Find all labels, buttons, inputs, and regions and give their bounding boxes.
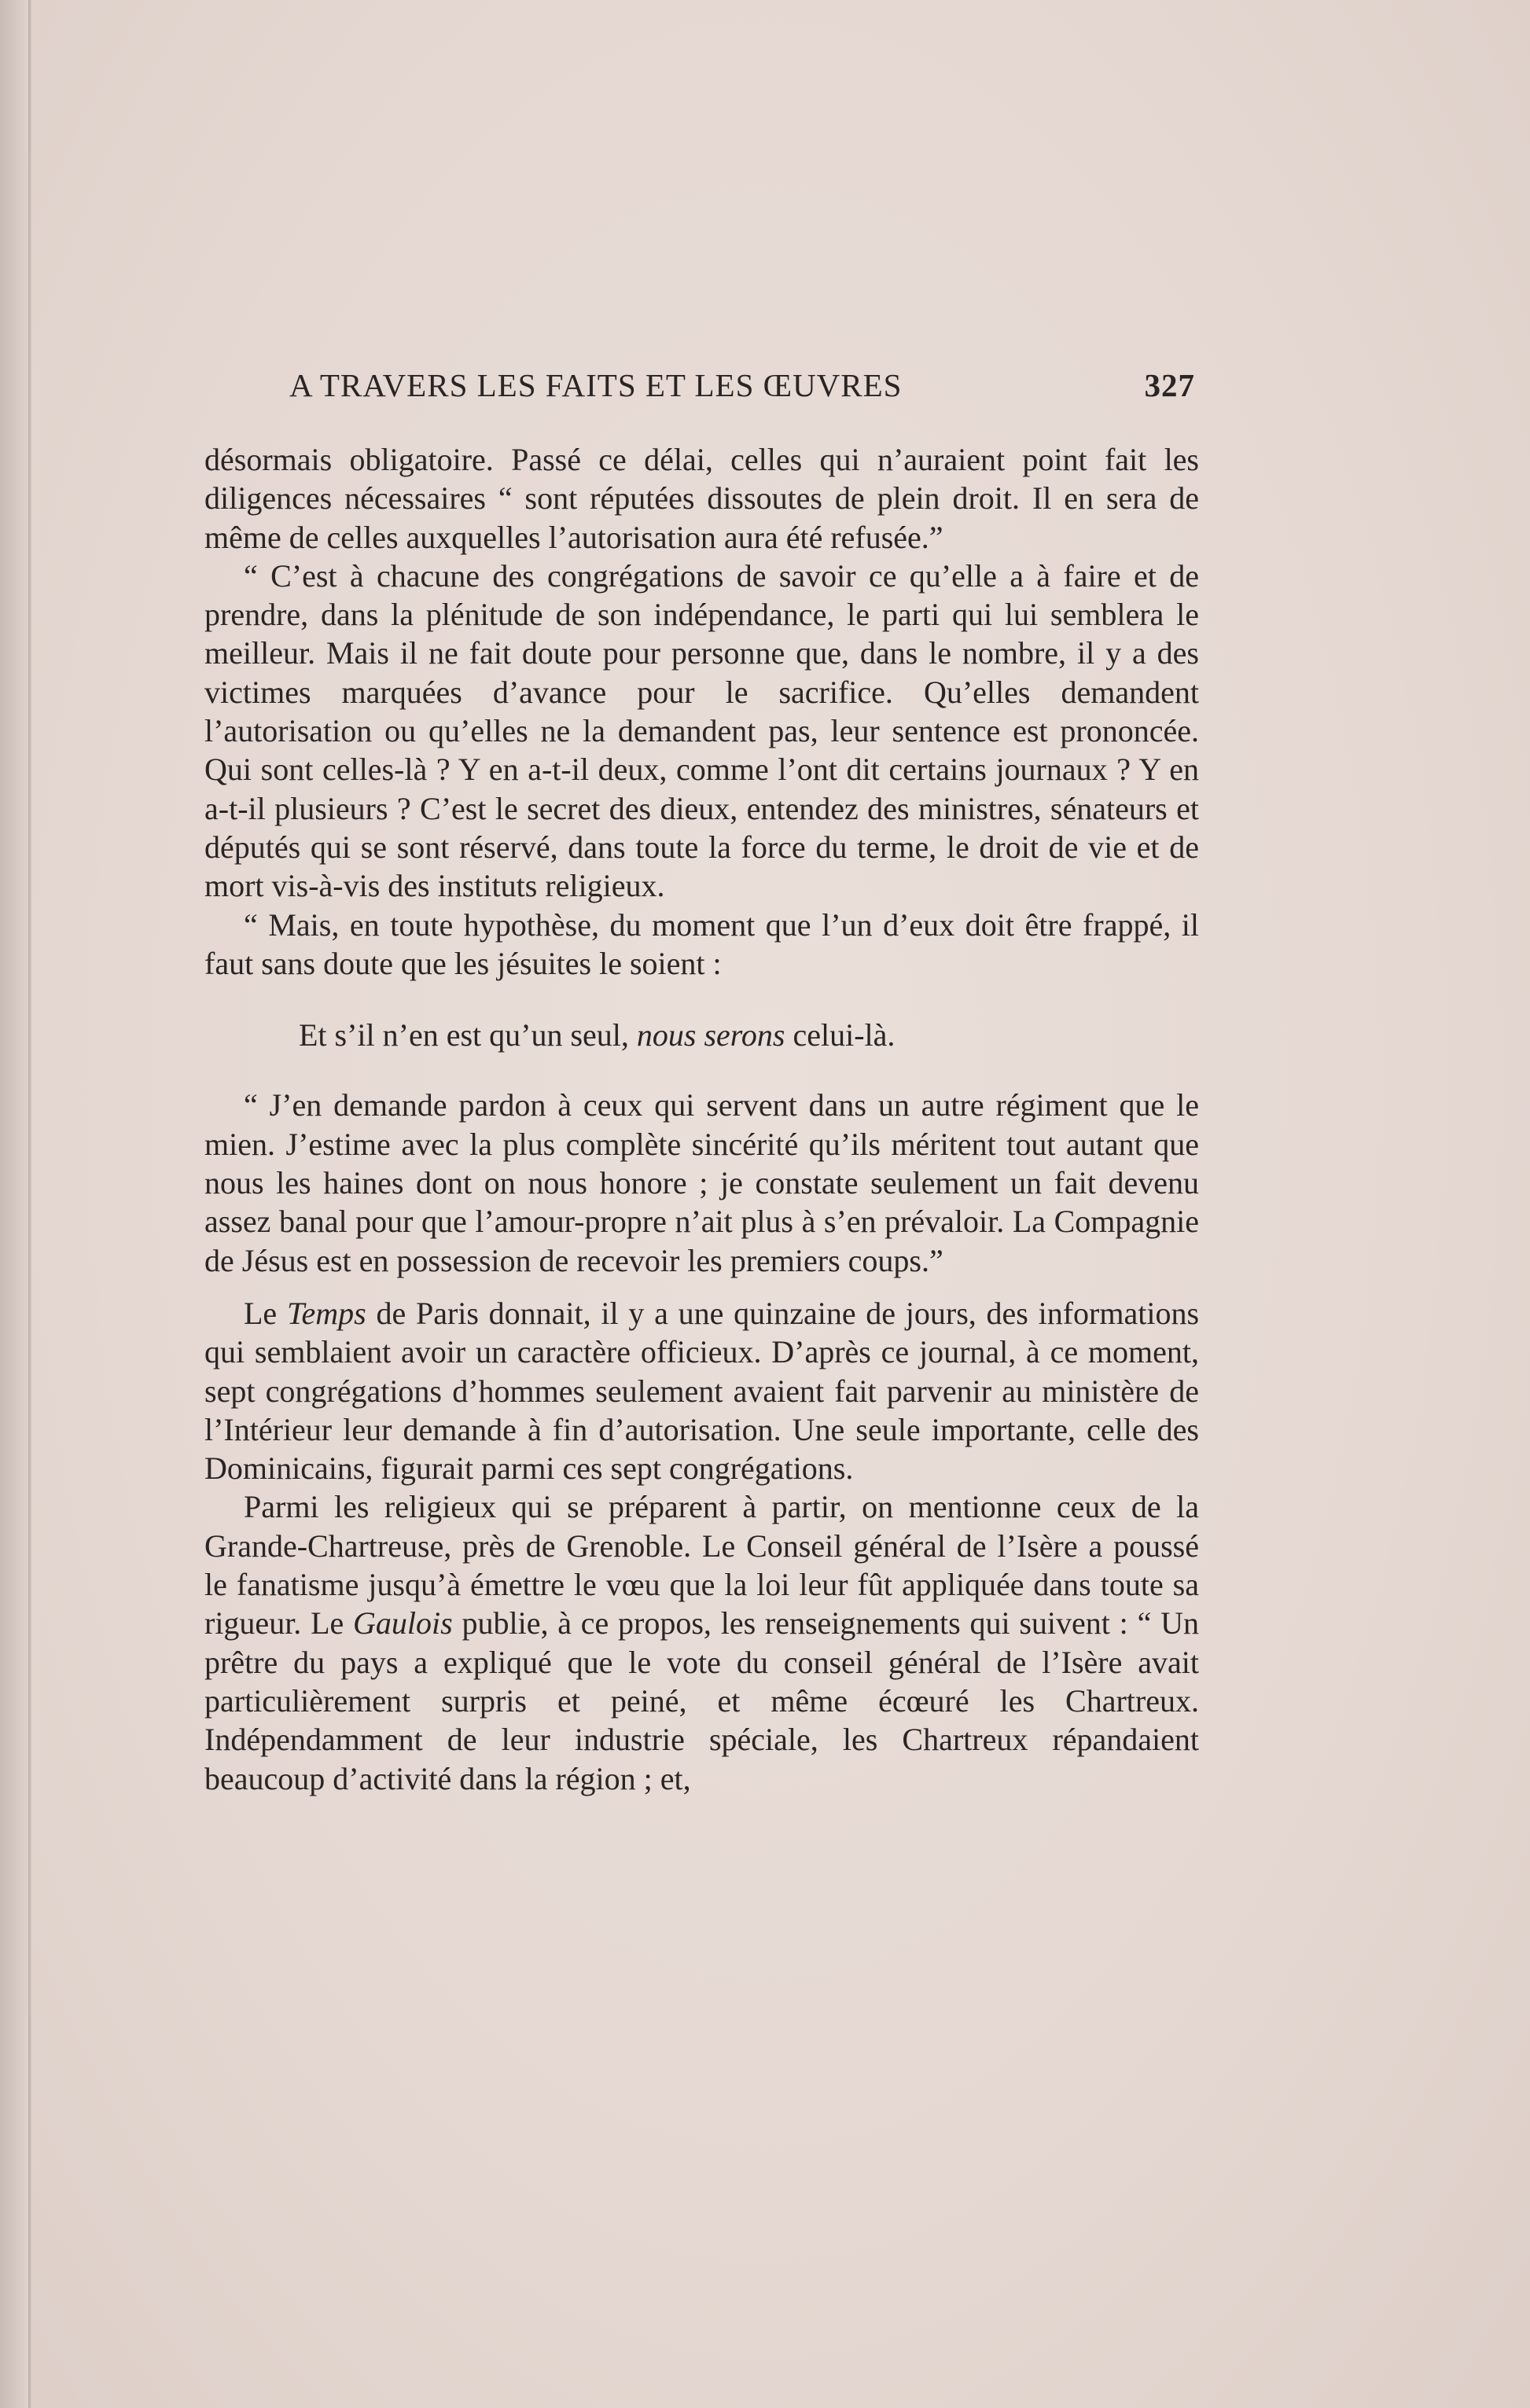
paragraph bbox=[204, 1294, 1199, 1487]
newspaper-title: Gaulois bbox=[353, 1605, 453, 1641]
binding-edge bbox=[28, 0, 31, 2408]
text-run: Parmi les religieux qui se préparent à partir, on mentionne ceux de la Grande-Chartreuse, près de Grenoble. Le Conseil général de l’Isère a poussé le fanatisme jusqu’à émettre le vœu que la loi leur fût appliquée dans toute sa rigueur. Le bbox=[204, 1489, 1199, 1641]
page-number: 327 bbox=[1144, 367, 1195, 403]
paragraph bbox=[204, 1487, 1199, 1797]
text-run: Le bbox=[244, 1295, 287, 1331]
quote-text: Et s’il n’en est qu’un seul, bbox=[299, 1017, 637, 1053]
running-header bbox=[204, 366, 1195, 414]
text-run: de Paris donnait, il y a une quinzaine de jours, des informations qui semblaient avoir un caractère officieux. D’après ce journal, à ce moment, sept congrégations d’hommes seulement avaient fait parvenir au ministère de l’Intérieur leur demande à fin d’autorisation. Une seule importante, celle des Dominicains, figurait parmi ces sept congrégations. bbox=[204, 1295, 1200, 1487]
newspaper-title: Temps bbox=[286, 1295, 366, 1331]
running-title: A TRAVERS LES FAITS ET LES ŒUVRES bbox=[289, 367, 903, 403]
quoted-verse bbox=[204, 1016, 1199, 1054]
quote-text: celui-là. bbox=[785, 1017, 896, 1053]
binding-shadow bbox=[0, 0, 28, 2408]
body-text bbox=[204, 440, 1199, 1798]
quote-italic: nous serons bbox=[636, 1017, 785, 1053]
paragraph: “ J’en demande pardon à ceux qui servent dans un autre régiment que le mien. J’estime avec la plus complète sincérité qu’ils méritent tout autant que nous les haines dont on nous honore ; je constate seulement un fait devenu assez banal pour que l’amour-propre n’ait plus à s’en prévaloir. La Compagnie de Jésus est en possession de recevoir les premiers coups.” bbox=[204, 1087, 1199, 1278]
paragraph: “ C’est à chacune des congrégations de savoir ce qu’elle a à faire et de prendre, dans la plénitude de son indépendance, le parti qui lui semblera le meilleur. Mais il ne fait doute pour personne que, dans le nombre, il y a des victimes marquées d’avance pour le sacrifice. Qu’elles demandent l’autorisation ou qu’elles ne la demandent pas, leur sentence est prononcée. Qui sont celles-là ? Y en a-t-il deux, comme l’ont dit certains journaux ? Y en a-t-il plusieurs ? C’est le secret des dieux, entendez des ministres, sénateurs et députés qui se sont réservé, dans toute la force du terme, le droit de vie et de mort vis-à-vis des instituts religieux. bbox=[204, 557, 1199, 904]
paragraph: désormais obligatoire. Passé ce délai, celles qui n’auraient point fait les diligences nécessaires “ sont réputées dissoutes de plein droit. Il en sera de même de celles auxquelles l’autorisation aura été refusée.” bbox=[204, 442, 1199, 555]
paragraph: “ Mais, en toute hypothèse, du moment que l’un d’eux doit être frappé, il faut sans doute que les jésuites le soient : bbox=[204, 906, 1199, 981]
text-run: publie, à ce propos, les renseignements qui suivent : “ Un prêtre du pays a expliqué que le vote du conseil général de l’Isère avait particulièrement surpris et peiné, et même écœuré les Chartreux. Indépendamment de leur industrie spéciale, les Chartreux répandaient beaucoup d’activité dans la région ; et, bbox=[204, 1605, 1199, 1796]
